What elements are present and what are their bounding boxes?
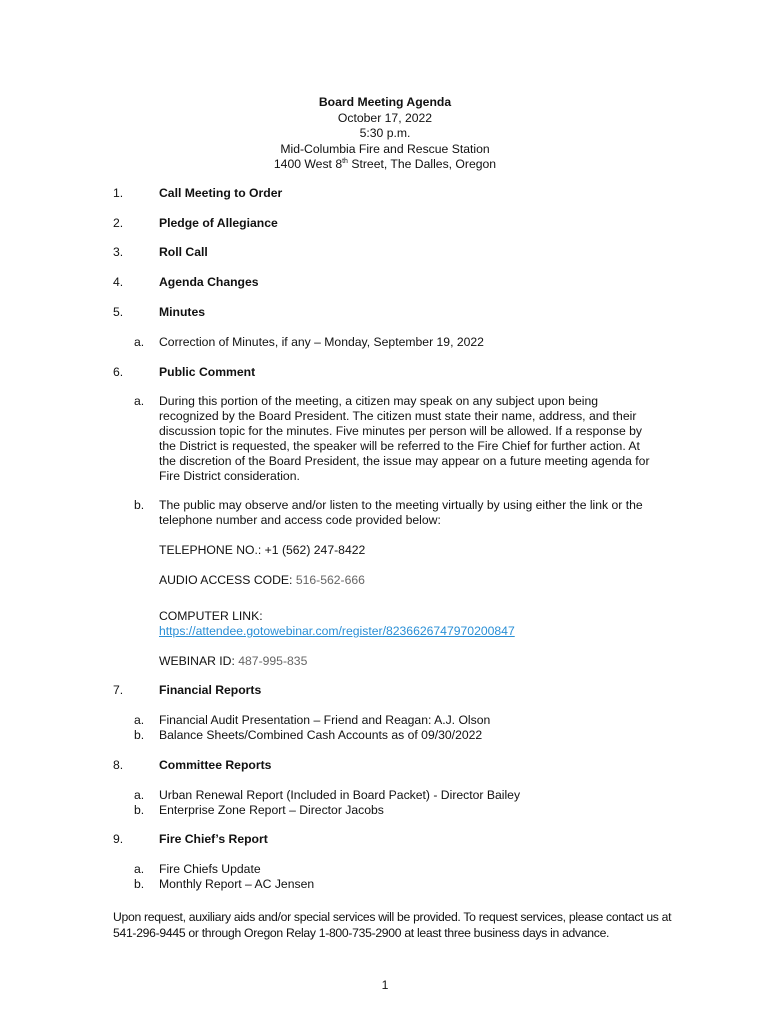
- item-heading: Minutes: [159, 305, 206, 319]
- subitem-label: a.: [134, 713, 145, 727]
- item-heading: Fire Chief’s Report: [159, 832, 268, 846]
- item-number: 9.: [113, 832, 124, 846]
- subitem-label: b.: [134, 803, 145, 817]
- item-number: 7.: [113, 683, 124, 697]
- page-number: 1: [381, 978, 389, 992]
- address-part: Street, The Dalles, Oregon: [347, 157, 497, 171]
- meeting-location: Mid-Columbia Fire and Rescue Station: [280, 141, 490, 156]
- item-number: 8.: [113, 758, 124, 772]
- item-number: 1.: [113, 186, 124, 200]
- subitem-label: a.: [134, 788, 145, 802]
- meeting-time: 5:30 p.m.: [359, 126, 411, 140]
- virtual-attendance-text: The public may observe and/or listen to the meeting virtually by using either the link or the telephone number and access code provided below:: [159, 498, 643, 527]
- accessibility-notice: Upon request, auxiliary aids and/or special services will be provided. To request services, please contact us at 541-296-9445 or through Oregon Relay 1-800-735-2900 at least three business days in advance.: [113, 910, 672, 940]
- subitem-text: Fire Chiefs Update: [159, 862, 261, 876]
- audio-code-value: 516-562-666: [295, 573, 365, 587]
- webinar-link[interactable]: https://attendee.gotowebinar.com/register/8236626747970200847: [159, 624, 515, 638]
- subitem-label: a.: [134, 862, 145, 876]
- item-heading: Roll Call: [159, 245, 208, 259]
- meeting-address: [0, 157, 770, 173]
- computer-link-label: COMPUTER LINK:: [159, 609, 263, 623]
- address-superscript: th: [342, 158, 348, 165]
- public-comment-rules: During this portion of the meeting, a citizen may speak on any subject upon being recognized by the Board President. The citizen must state their name, address, and their discussion topic for the minutes. Five minutes per person will be allowed. If a response by the District is requested, the speaker will be referred to the Fire Chief for further action. At the discretion of the Board President, the issue may appear on a future meeting agenda for Fire District consideration.: [159, 394, 650, 483]
- subitem-label: a.: [134, 394, 145, 408]
- item-number: 5.: [113, 305, 124, 319]
- subitem-text: Financial Audit Presentation – Friend and Reagan: A.J. Olson: [159, 713, 491, 727]
- item-heading: Public Comment: [159, 365, 256, 379]
- subitem-text: Correction of Minutes, if any – Monday, September 19, 2022: [159, 335, 484, 349]
- item-heading: Agenda Changes: [159, 275, 259, 289]
- item-heading: Pledge of Allegiance: [159, 216, 278, 230]
- telephone-value: +1 (562) 247-8422: [264, 543, 366, 557]
- item-number: 3.: [113, 245, 124, 259]
- subitem-label: b.: [134, 498, 145, 512]
- subitem-text: Monthly Report – AC Jensen: [159, 877, 315, 891]
- item-heading: Committee Reports: [159, 758, 272, 772]
- subitem-text: Balance Sheets/Combined Cash Accounts as of 09/30/2022: [159, 728, 483, 742]
- webinar-id-line: [159, 654, 307, 668]
- subitem-text: Enterprise Zone Report – Director Jacobs: [159, 803, 384, 817]
- subitem-label: a.: [134, 335, 145, 349]
- item-number: 6.: [113, 365, 124, 379]
- telephone-label: TELEPHONE NO.:: [159, 543, 265, 557]
- webinar-id-label: WEBINAR ID:: [159, 654, 239, 668]
- webinar-id-value: 487-995-835: [238, 654, 308, 668]
- item-number: 4.: [113, 275, 124, 289]
- subitem-label: b.: [134, 728, 145, 742]
- audio-code-line: [159, 573, 365, 587]
- agenda-header: [0, 95, 770, 173]
- item-number: 2.: [113, 216, 124, 230]
- telephone-line: [159, 543, 365, 557]
- subitem-text: Urban Renewal Report (Included in Board Packet) - Director Bailey: [159, 788, 521, 802]
- meeting-date: October 17, 2022: [337, 110, 433, 125]
- subitem-label: b.: [134, 877, 145, 891]
- page-title: Board Meeting Agenda: [318, 95, 452, 109]
- item-heading: Call Meeting to Order: [159, 186, 283, 200]
- address-part: 1400 West 8: [273, 157, 343, 171]
- item-heading: Financial Reports: [159, 683, 262, 697]
- audio-code-label: AUDIO ACCESS CODE:: [159, 573, 296, 587]
